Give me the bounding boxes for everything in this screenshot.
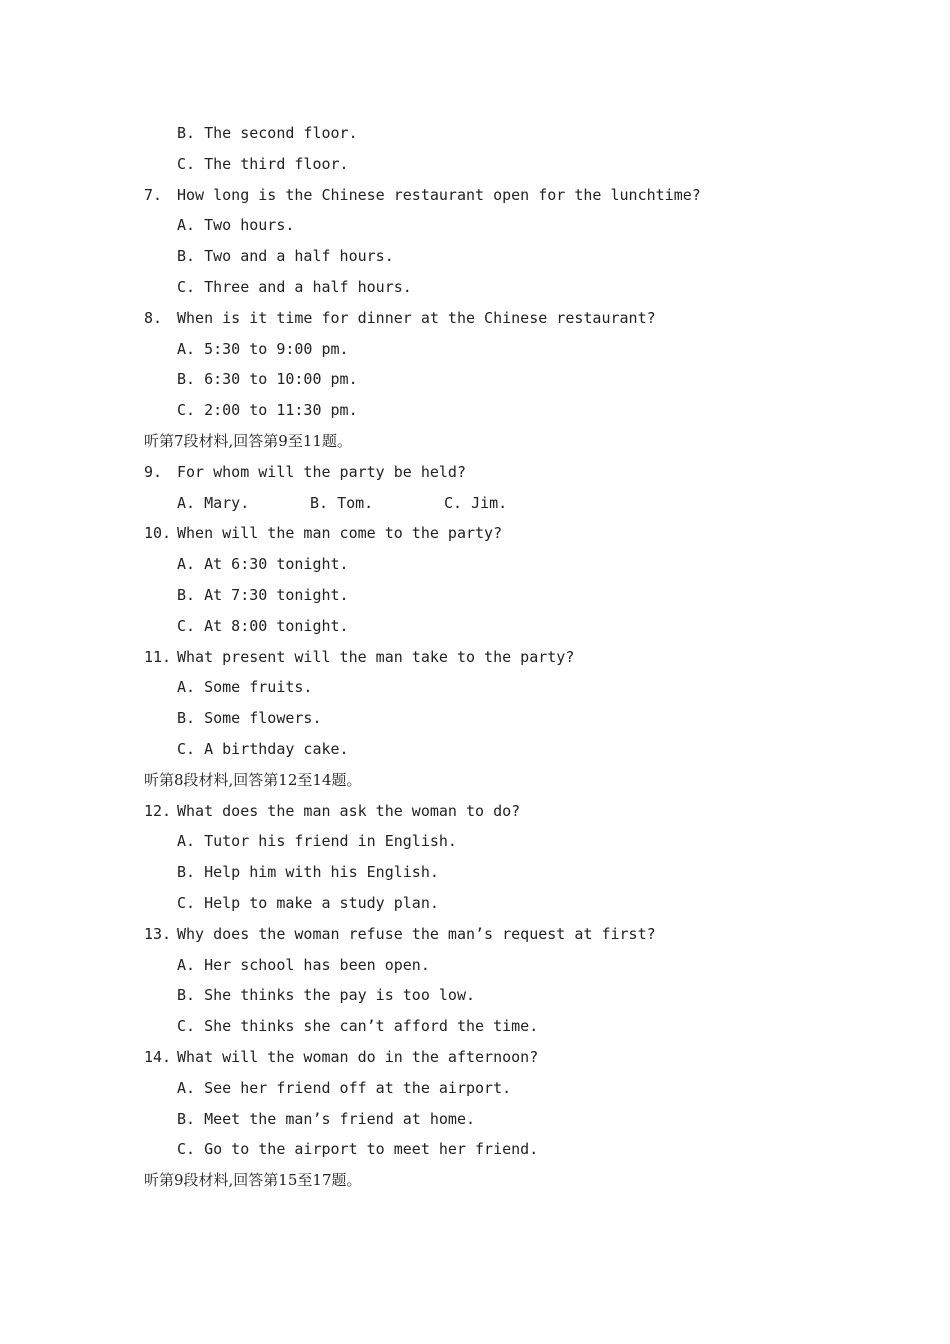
answer-option-a: A. Mary. xyxy=(177,493,250,512)
section-instruction: 听第9段材料,回答第15至17题。 xyxy=(144,1171,362,1190)
answer-option: C. Help to make a study plan. xyxy=(177,894,439,912)
question-number: 12. xyxy=(144,801,172,820)
answer-option: A. Two hours. xyxy=(177,216,295,235)
question-line xyxy=(144,919,656,950)
question-text: When is it time for dinner at the Chinese restaurant? xyxy=(177,308,656,327)
answer-option: A. At 6:30 tonight. xyxy=(177,555,349,574)
question-number: 13. xyxy=(144,924,172,943)
answer-option: B. Help him with his English. xyxy=(177,863,439,882)
answer-option: B. At 7:30 tonight. xyxy=(177,586,349,604)
question-number: 14. xyxy=(144,1048,172,1066)
question-text: When will the man come to the party? xyxy=(177,524,503,543)
answer-option: B. The second floor. xyxy=(177,124,358,142)
answer-option: A. See her friend off at the airport. xyxy=(177,1078,512,1097)
answer-option: A. Tutor his friend in English. xyxy=(177,832,457,851)
question-text: How long is the Chinese restaurant open for the lunchtime? xyxy=(177,185,701,204)
answer-options-row xyxy=(177,488,507,519)
answer-option: B. Meet the man’s friend at home. xyxy=(177,1109,476,1128)
question-line xyxy=(144,457,466,488)
question-line xyxy=(144,642,574,673)
answer-option-c: C. Jim. xyxy=(444,493,508,512)
question-number: 9. xyxy=(144,462,163,481)
question-number: 10. xyxy=(144,524,172,543)
question-number: 7. xyxy=(144,185,163,204)
question-line xyxy=(144,1042,538,1073)
answer-option: C. Three and a half hours. xyxy=(177,278,412,296)
answer-option: B. 6:30 to 10:00 pm. xyxy=(177,370,358,389)
question-text: What does the man ask the woman to do? xyxy=(177,801,521,820)
question-text: For whom will the party be held? xyxy=(177,462,466,481)
answer-option: A. Some fruits. xyxy=(177,678,313,697)
answer-option: C. The third floor. xyxy=(177,154,349,173)
answer-option: C. At 8:00 tonight. xyxy=(177,616,349,635)
question-text: What present will the man take to the party? xyxy=(177,647,575,666)
question-number: 11. xyxy=(144,647,172,666)
answer-option: B. Two and a half hours. xyxy=(177,247,394,266)
answer-option: C. She thinks she can’t afford the time. xyxy=(177,1017,539,1036)
section-instruction: 听第8段材料,回答第12至14题。 xyxy=(144,770,362,789)
answer-option: A. 5:30 to 9:00 pm. xyxy=(177,339,349,358)
answer-option: C. Go to the airport to meet her friend. xyxy=(177,1140,539,1159)
answer-option: C. 2:00 to 11:30 pm. xyxy=(177,401,358,420)
question-text: What will the woman do in the afternoon? xyxy=(177,1048,539,1066)
question-line xyxy=(144,796,520,827)
answer-option: A. Her school has been open. xyxy=(177,955,430,974)
answer-option: B. Some flowers. xyxy=(177,709,322,728)
question-line xyxy=(144,518,502,549)
answer-option-b: B. Tom. xyxy=(310,493,374,512)
answer-option: C. A birthday cake. xyxy=(177,740,349,758)
question-number: 8. xyxy=(144,308,163,327)
question-text: Why does the woman refuse the man’s request at first? xyxy=(177,924,656,943)
question-line xyxy=(144,180,701,211)
question-line xyxy=(144,303,656,334)
section-instruction: 听第7段材料,回答第9至11题。 xyxy=(144,432,352,450)
answer-option: B. She thinks the pay is too low. xyxy=(177,986,476,1005)
